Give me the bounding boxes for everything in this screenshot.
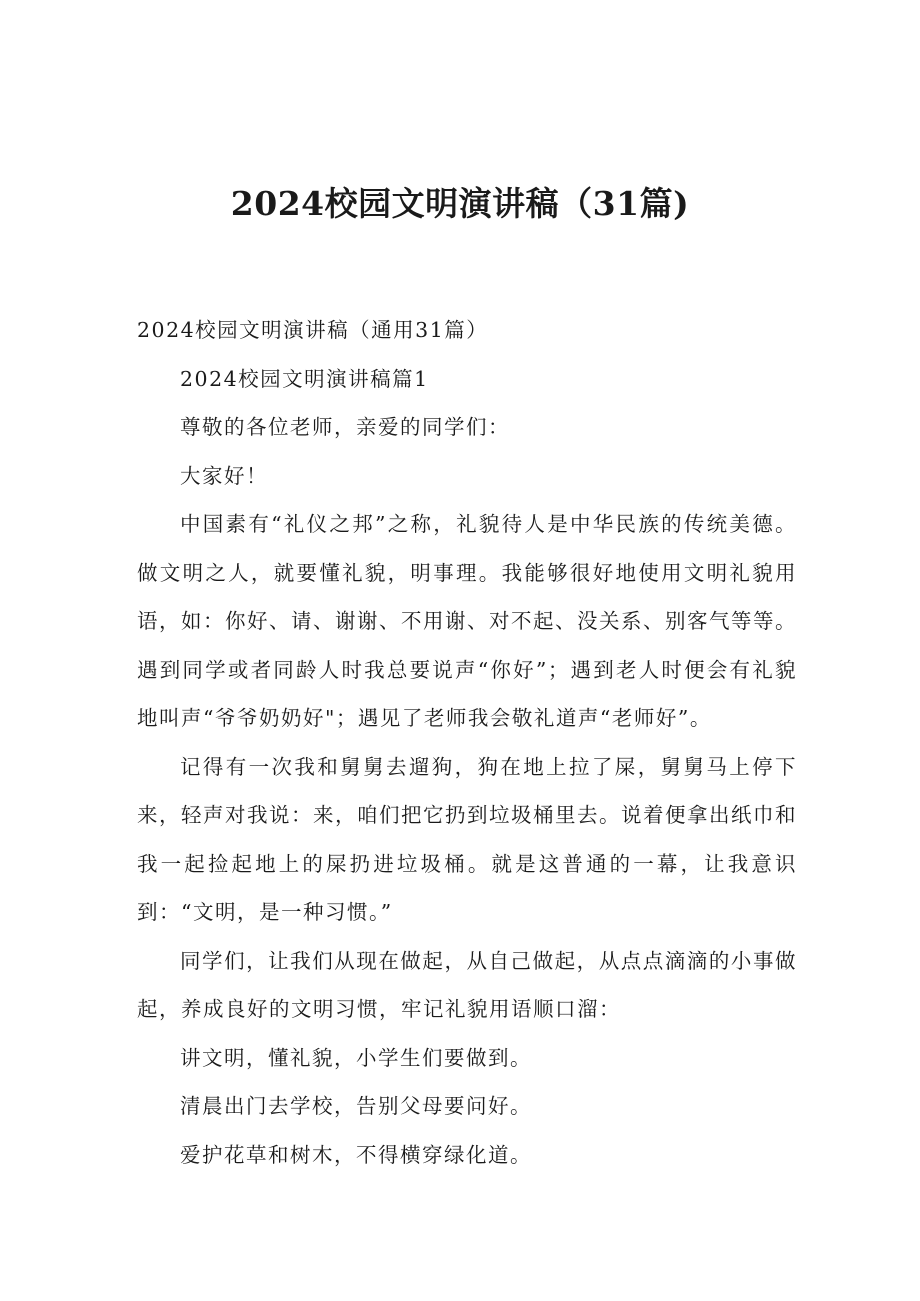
paragraph: 记得有一次我和舅舅去遛狗，狗在地上拉了屎，舅舅马上停下来，轻声对我说：来，咱们把它扔到垃圾桶里去。说着便拿出纸巾和我一起捡起地上的屎扔进垃圾桶。就是这普通的一幕，让我意识到：“文明，是一种习惯。”: [137, 754, 797, 924]
document-title: 2024校园文明演讲稿（31篇): [230, 184, 690, 224]
paragraph: 2024校园文明演讲稿篇1: [180, 366, 429, 391]
document-body: [137, 306, 797, 1179]
paragraph: 大家好！: [180, 463, 268, 488]
paragraph: 中国素有“礼仪之邦”之称，礼貌待人是中华民族的传统美德。做文明之人，就要懂礼貌，明事理。我能够很好地使用文明礼貌用语，如：你好、请、谢谢、不用谢、对不起、没关系、别客气等等。遇到同学或者同龄人时我总要说声“你好”；遇到老人时便会有礼貌地叫声“爷爷奶奶好"；遇见了老师我会敬礼道声“老师好”。: [137, 512, 797, 730]
paragraph: 清晨出门去学校，告别父母要问好。: [180, 1094, 532, 1118]
paragraph: 尊敬的各位老师，亲爱的同学们：: [180, 415, 510, 439]
paragraph: 同学们，让我们从现在做起，从自己做起，从点点滴滴的小事做起，养成良好的文明习惯，牢记礼貌用语顺口溜：: [137, 948, 797, 1021]
paragraph: 爱护花草和树木，不得横穿绿化道。: [180, 1142, 532, 1167]
paragraph: 讲文明，懂礼貌，小学生们要做到。: [180, 1045, 532, 1070]
paragraph: 2024校园文明演讲稿（通用31篇）: [137, 318, 489, 342]
